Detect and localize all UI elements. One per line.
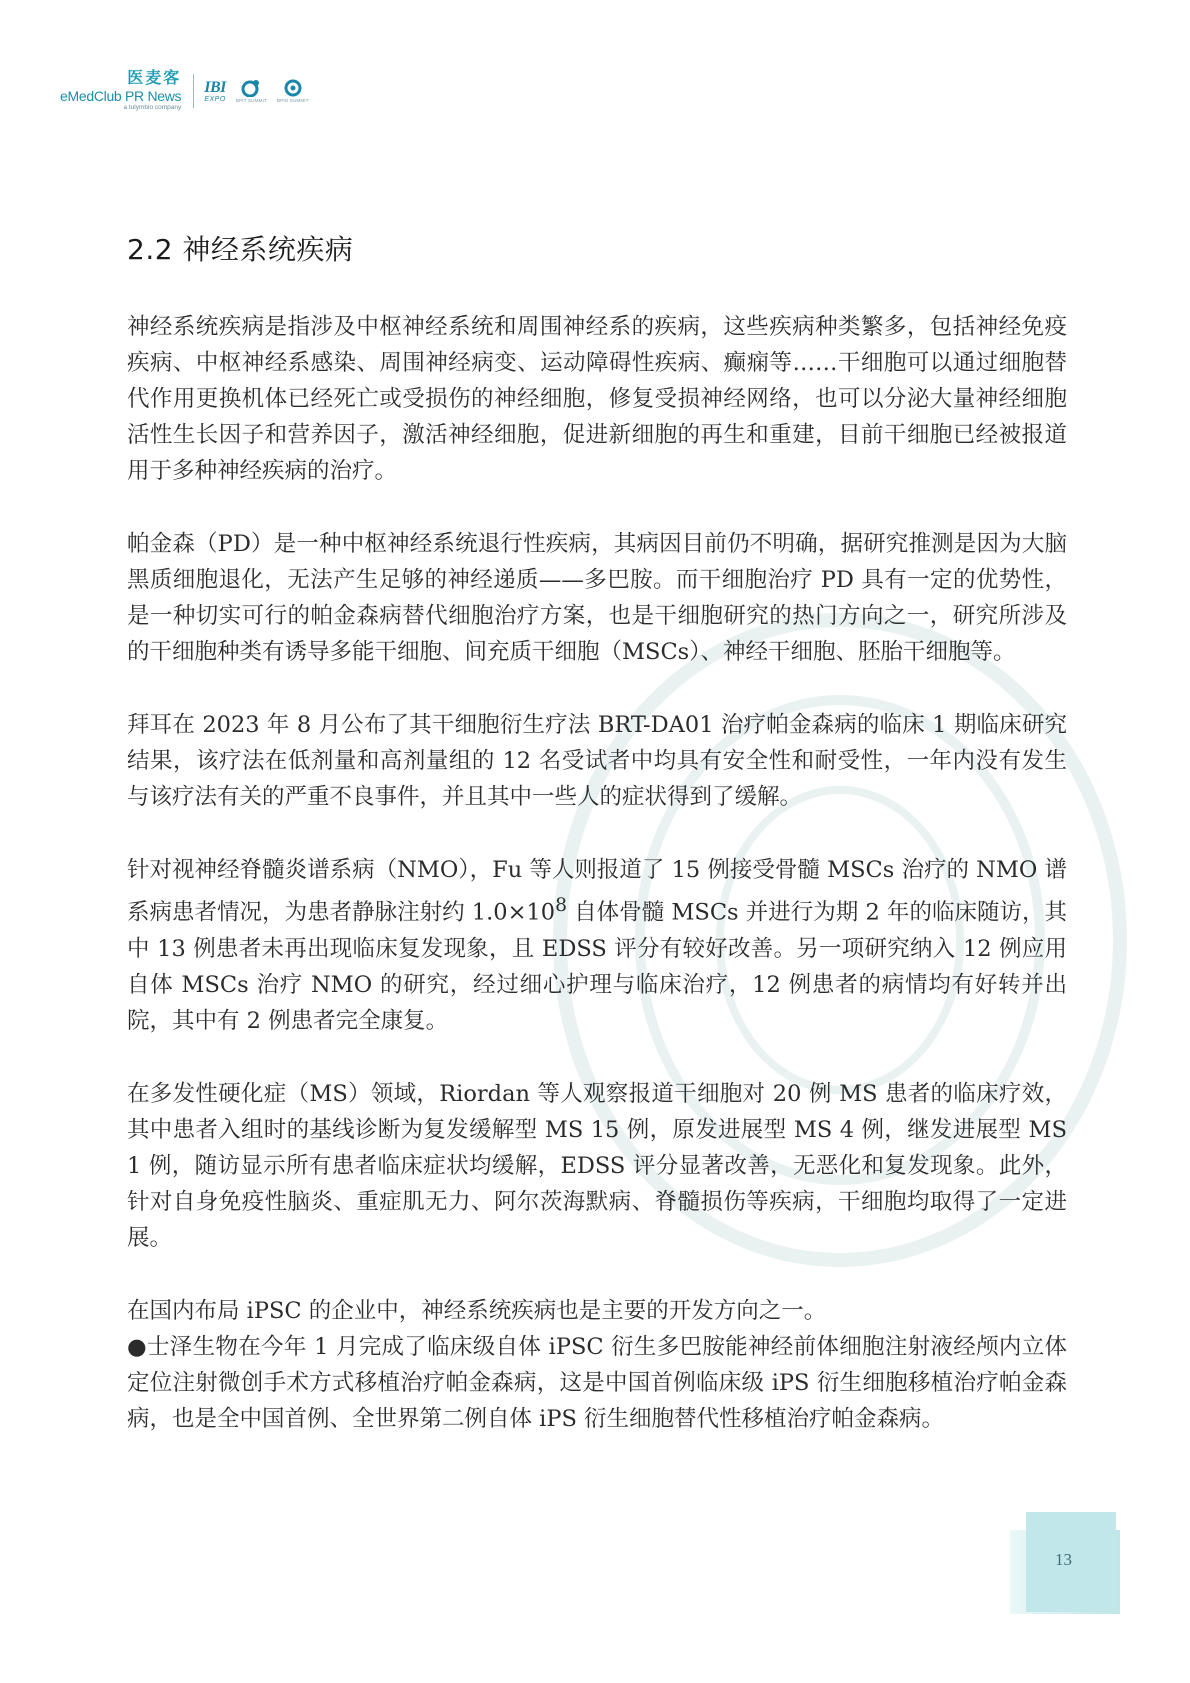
ibi-logo-sub: EXPO (204, 95, 226, 103)
brand-logo (60, 70, 181, 112)
page-header (60, 66, 309, 116)
brand-name-cn: 医麦客 (127, 68, 182, 88)
section-title: 2.2 神经系统疾病 (127, 233, 354, 266)
paragraph-bayer: 拜耳在 2023 年 8 月公布了其干细胞衍生疗法 BRT-DA01 治疗帕金森病的临床 1 期临床研究结果，该疗法在低剂量和高剂量组的 12 名受试者中均具有安全性和耐受性，一年内没有发生与该疗法有关的严重不良事件，并且其中一些人的症状得到了缓解。 (127, 712, 1067, 810)
bpit-summit-logo (236, 79, 267, 103)
paragraph-nmo (127, 852, 1067, 1039)
paragraph-domestic: 在国内布局 iPSC 的企业中，神经系统疾病也是主要的开发方向之一。 (127, 1297, 827, 1324)
paragraph-bullet (127, 1329, 1067, 1437)
paragraph-intro: 神经系统疾病是指涉及中枢神经系统和周围神经系的疾病，这些疾病种类繁多，包括神经免疫疾病、中枢神经系感染、周围神经病变、运动障碍性疾病、癫痫等……干细胞可以通过细胞替代作用更换机体已经死亡或受损伤的神经细胞，修复受损神经网络，也可以分泌大量神经细胞活性生长因子和营养因子，激活神经细胞，促进新细胞的再生和重建，目前干细胞已经被报道用于多种神经疾病的治疗。 (127, 314, 1067, 484)
bpid-summit-icon (283, 79, 303, 97)
paragraph-nmo-text-1: 针对视神经脊髓炎谱系病（NMO），Fu 等人则报道了 15 例接受骨髓 MSCs 治疗的 NMO 谱系病患者情况，为患者静脉注射约 1.0×10 (127, 857, 1067, 926)
paragraph-nmo-text-2: 自体骨髓 MSCs 并进行为期 2 年的临床随访，其中 13 例患者未再出现临床复发现象，且 EDSS 评分有较好改善。另一项研究纳入 12 例应用自体 MSCs 治疗 NMO 的研究，经过细心护理与临床治疗，12 例患者的病情均有好转并出院，其中有 2 例患者完全康复。 (127, 899, 1068, 1034)
brand-tagline: a tulymbio company (123, 104, 182, 112)
ibi-logo-mark: IBI (204, 78, 226, 96)
bpid-summit-caption: BPID SUMMIT (277, 98, 309, 103)
brand-name-en: eMedClub PR News (60, 88, 182, 105)
article-body (127, 309, 1067, 1437)
paragraph-ms: 在多发性硬化症（MS）领域，Riordan 等人观察报道干细胞对 20 例 MS 患者的临床疗效，其中患者入组时的基线诊断为复发缓解型 MS 15 例，原发进展型 MS 4 例，继发进展型 MS 1 例，随访显示所有患者临床症状均缓解，EDSS 评分显著改善，无恶化和复发现象。此外，针对自身免疫性脑炎、重症肌无力、阿尔茨海默病、脊髓损伤等疾病，干细胞均取得了一定进展。 (127, 1080, 1067, 1251)
bpit-summit-caption: BPIT SUMMIT (235, 98, 267, 103)
paragraph-bullet-text: 士泽生物在今年 1 月完成了临床级自体 iPSC 衍生多巴胺能神经前体细胞注射液经颅内立体定位注射微创手术方式移植治疗帕金森病，这是中国首例临床级 iPS 衍生细胞移植治疗帕金森病，也是全中国首例、全世界第二例自体 iPS 衍生细胞替代性移植治疗帕金森病。 (127, 1333, 1067, 1432)
partner-logos (204, 79, 308, 103)
bullet-icon: ● (127, 1333, 147, 1360)
ibi-expo-logo (204, 80, 226, 103)
header-divider (193, 74, 194, 108)
paragraph-nmo-exponent: 8 (555, 895, 568, 916)
bpit-summit-icon (241, 79, 261, 97)
paragraph-parkinsons: 帕金森（PD）是一种中枢神经系统退行性疾病，其病因目前仍不明确，据研究推测是因为大脑黑质细胞退化，无法产生足够的神经递质——多巴胺。而干细胞治疗 PD 具有一定的优势性，是一种切实可行的帕金森病替代细胞治疗方案，也是干细胞研究的热门方向之一，研究所涉及的干细胞种类有诱导多能干细胞、间充质干细胞（MSCs）、神经干细胞、胚胎干细胞等。 (127, 531, 1067, 665)
bpid-summit-logo (277, 79, 309, 103)
page-number: 13 (1055, 1550, 1072, 1569)
